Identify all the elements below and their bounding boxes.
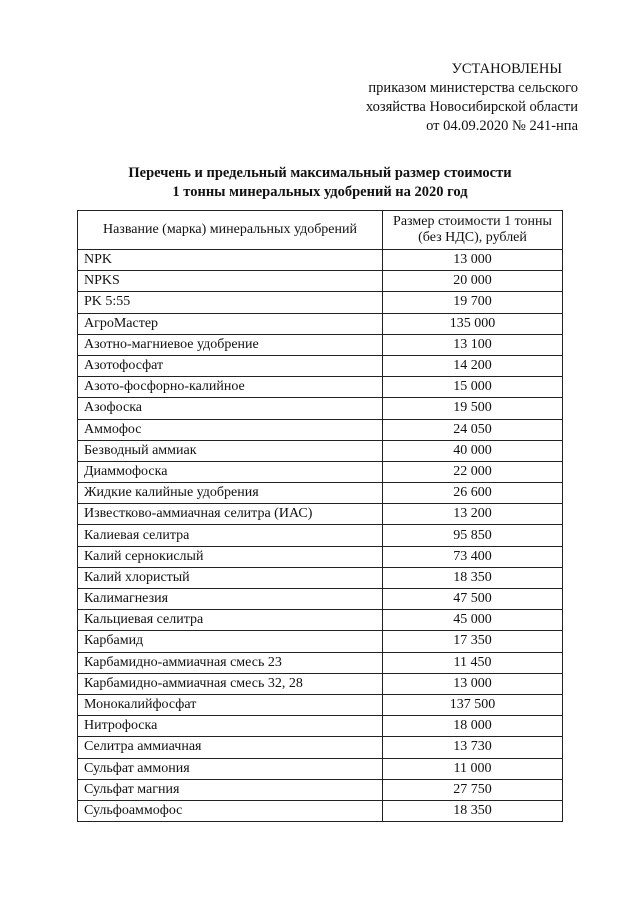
- column-header-price-line2: (без НДС), рублей: [418, 230, 527, 245]
- fertilizer-name-cell: Калимагнезия: [78, 589, 383, 610]
- fertilizer-name-cell: Азотофосфат: [78, 355, 383, 376]
- fertilizer-price-cell: 22 000: [383, 461, 563, 482]
- table-row: [78, 525, 563, 546]
- approval-ministry-line: хозяйства Новосибирской области: [365, 99, 578, 115]
- fertilizer-name-cell: Карбамидно-аммиачная смесь 23: [78, 652, 383, 673]
- fertilizer-price-cell: 14 200: [383, 355, 563, 376]
- fertilizer-price-cell: 11 450: [383, 652, 563, 673]
- fertilizer-name-cell: Азофоска: [78, 398, 383, 419]
- table-row: [78, 737, 563, 758]
- fertilizer-price-cell: 27 750: [383, 779, 563, 800]
- fertilizer-price-cell: 137 500: [383, 694, 563, 715]
- table-row: [78, 716, 563, 737]
- fertilizer-name-cell: Азотно-магниевое удобрение: [78, 334, 383, 355]
- table-body: [78, 250, 563, 822]
- fertilizer-name-cell: Азото-фосфорно-калийное: [78, 377, 383, 398]
- fertilizer-price-cell: 13 200: [383, 504, 563, 525]
- fertilizer-name-cell: Сульфоаммофос: [78, 800, 383, 821]
- table-row: [78, 800, 563, 821]
- fertilizer-price-cell: 45 000: [383, 610, 563, 631]
- approval-block: [318, 60, 578, 136]
- fertilizer-price-cell: 17 350: [383, 631, 563, 652]
- table-row: [78, 589, 563, 610]
- fertilizer-price-cell: 13 100: [383, 334, 563, 355]
- column-header-price: [383, 211, 563, 250]
- fertilizer-price-cell: 13 000: [383, 673, 563, 694]
- column-header-name-text: Название (марка) минеральных удобрений: [102, 222, 358, 237]
- fertilizer-name-cell: NPK: [78, 250, 383, 271]
- fertilizer-name-cell: Жидкие калийные удобрения: [78, 483, 383, 504]
- fertilizer-price-cell: 18 000: [383, 716, 563, 737]
- table-header-row: [78, 211, 563, 250]
- fertilizer-name-cell: NPKS: [78, 271, 383, 292]
- fertilizer-price-cell: 26 600: [383, 483, 563, 504]
- table-row: [78, 610, 563, 631]
- fertilizer-name-cell: Калий хлористый: [78, 567, 383, 588]
- table-row: [78, 250, 563, 271]
- table-row: [78, 271, 563, 292]
- fertilizer-name-cell: Сульфат магния: [78, 779, 383, 800]
- table-row: [78, 631, 563, 652]
- table-row: [78, 398, 563, 419]
- table-row: [78, 652, 563, 673]
- fertilizer-price-cell: 40 000: [383, 440, 563, 461]
- fertilizer-name-cell: Карбамид: [78, 631, 383, 652]
- document-title-line2: 1 тонны минеральных удобрений на 2020 год: [172, 184, 468, 200]
- fertilizer-name-cell: Монокалийфосфат: [78, 694, 383, 715]
- table-row: [78, 440, 563, 461]
- table-row: [78, 483, 563, 504]
- fertilizer-name-cell: Карбамидно-аммиачная смесь 32, 28: [78, 673, 383, 694]
- fertilizer-price-cell: 18 350: [383, 567, 563, 588]
- fertilizer-price-cell: 47 500: [383, 589, 563, 610]
- column-header-price-line1: Размер стоимости 1 тонны: [393, 214, 552, 229]
- approval-heading: УСТАНОВЛЕНЫ: [451, 61, 562, 77]
- table-row: [78, 758, 563, 779]
- table-row: [78, 694, 563, 715]
- fertilizer-price-cell: 19 500: [383, 398, 563, 419]
- table-row: [78, 546, 563, 567]
- fertilizer-price-cell: 15 000: [383, 377, 563, 398]
- table-row: [78, 355, 563, 376]
- table-row: [78, 419, 563, 440]
- fertilizer-name-cell: АгроМастер: [78, 313, 383, 334]
- fertilizer-price-cell: 24 050: [383, 419, 563, 440]
- table-row: [78, 334, 563, 355]
- fertilizer-price-cell: 135 000: [383, 313, 563, 334]
- fertilizer-name-cell: Сульфат аммония: [78, 758, 383, 779]
- fertilizer-name-cell: Безводный аммиак: [78, 440, 383, 461]
- table-row: [78, 779, 563, 800]
- fertilizer-price-cell: 13 000: [383, 250, 563, 271]
- table-row: [78, 377, 563, 398]
- fertilizer-price-table: [77, 210, 563, 822]
- table-row: [78, 313, 563, 334]
- table-row: [78, 292, 563, 313]
- fertilizer-price-cell: 18 350: [383, 800, 563, 821]
- table-row: [78, 504, 563, 525]
- fertilizer-price-cell: 11 000: [383, 758, 563, 779]
- fertilizer-price-cell: 13 730: [383, 737, 563, 758]
- fertilizer-name-cell: Нитрофоска: [78, 716, 383, 737]
- fertilizer-name-cell: Диаммофоска: [78, 461, 383, 482]
- column-header-name: [78, 211, 383, 250]
- fertilizer-price-cell: 20 000: [383, 271, 563, 292]
- fertilizer-name-cell: Калиевая селитра: [78, 525, 383, 546]
- fertilizer-price-cell: 73 400: [383, 546, 563, 567]
- table-row: [78, 461, 563, 482]
- fertilizer-name-cell: Селитра аммиачная: [78, 737, 383, 758]
- fertilizer-price-cell: 95 850: [383, 525, 563, 546]
- document-title-line1: Перечень и предельный максимальный размер стоимости: [128, 165, 512, 181]
- fertilizer-name-cell: Известково-аммиачная селитра (ИАС): [78, 504, 383, 525]
- fertilizer-name-cell: Кальциевая селитра: [78, 610, 383, 631]
- table-row: [78, 567, 563, 588]
- approval-date-number: от 04.09.2020 № 241-нпа: [426, 118, 578, 134]
- fertilizer-name-cell: Калий сернокислый: [78, 546, 383, 567]
- fertilizer-name-cell: Аммофос: [78, 419, 383, 440]
- fertilizer-name-cell: PK 5:55: [78, 292, 383, 313]
- approval-order-line: приказом министерства сельского: [368, 80, 578, 96]
- table-row: [78, 673, 563, 694]
- document-title: [0, 164, 640, 202]
- fertilizer-price-cell: 19 700: [383, 292, 563, 313]
